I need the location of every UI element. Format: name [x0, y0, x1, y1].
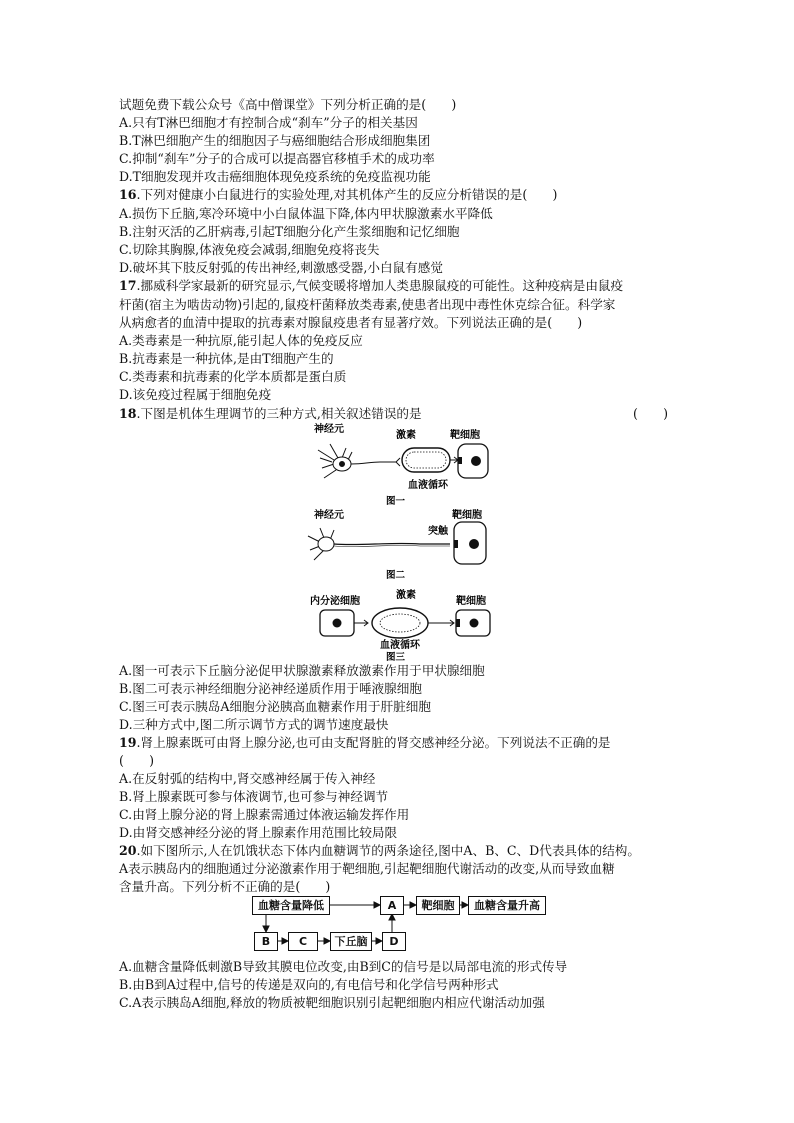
q17-option-d: D.该免疫过程属于细胞免疫	[119, 387, 272, 402]
q20-option-a: A.血糖含量降低刺激B导致其膜电位改变,由B到C的信号是以局部电流的形式传导	[119, 959, 568, 974]
fig1-neuron-label: 神经元	[314, 424, 344, 435]
q20-stem-line-1	[119, 842, 640, 860]
q18-option-d: D.三种方式中,图二所示调节方式的调节速度最快	[119, 717, 389, 732]
figure-1-neural-endocrine	[300, 420, 500, 508]
q18-option-b: B.图二可表示神经细胞分泌神经递质作用于唾液腺细胞	[119, 681, 422, 696]
fig3-endocrine-label: 内分泌细胞	[310, 596, 360, 607]
flow-box-d: D	[382, 932, 406, 951]
flow-box-target-cell: 靶细胞	[416, 896, 460, 915]
flow-box-blood-sugar-high: 血糖含量升高	[468, 896, 546, 915]
figure-3-endocrine	[304, 586, 504, 662]
q19-answer-paren: ( )	[119, 753, 155, 768]
flow-box-a: A	[380, 896, 404, 915]
q15-option-c: C.抑制“刹车”分子的合成可以提高器官移植手术的成功率	[119, 151, 435, 166]
q19-stem-text: .肾上腺素既可由肾上腺分泌,也可由支配肾脏的肾交感神经分泌。下列说法不正确的是	[136, 735, 611, 750]
q18-option-a: A.图一可表示下丘脑分泌促甲状腺激素释放激素作用于甲状腺细胞	[119, 663, 485, 678]
q18-stem-text: .下图是机体生理调节的三种方式,相关叙述错误的是	[136, 406, 422, 421]
q15-option-a: A.只有T淋巴细胞才有控制合成“刹车”分子的相关基因	[119, 115, 418, 130]
q16-stem	[119, 186, 557, 204]
figure-2-synapse	[300, 506, 500, 582]
fig1-hormone-label: 激素	[396, 430, 416, 441]
q19-stem	[119, 734, 611, 752]
flow-box-c: C	[288, 932, 318, 951]
q17-option-c: C.类毒素和抗毒素的化学本质都是蛋白质	[119, 369, 347, 384]
fig1-caption: 图一	[386, 496, 406, 507]
fig1-target-cell	[458, 444, 488, 478]
fig3-target-label: 靶细胞	[456, 596, 486, 607]
q17-stem-line-1	[119, 277, 623, 295]
q19-option-b: B.肾上腺素既可参与体液调节,也可参与神经调节	[119, 789, 389, 804]
fig1-blood-label: 血液循环	[408, 480, 448, 491]
q15-stem: 试题免费下载公众号《高中僧课堂》下列分析正确的是( )	[119, 97, 457, 112]
fig2-neuron-label: 神经元	[314, 510, 344, 521]
flow-box-blood-sugar-low: 血糖含量降低	[252, 896, 330, 915]
fig3-caption: 图三	[386, 652, 406, 662]
q19-option-a: A.在反射弧的结构中,肾交感神经属于传入神经	[119, 771, 376, 786]
q20-number: 20	[119, 843, 137, 858]
fig3-blood-label: 血液循环	[380, 640, 420, 651]
q17-stem-text-1: .挪威科学家最新的研究显示,气候变暖将增加人类患腺鼠疫的可能性。这种疫病是由鼠疫	[136, 278, 624, 293]
q15-option-b: B.T淋巴细胞产生的细胞因子与癌细胞结合形成细胞集团	[119, 133, 431, 148]
q19-number: 19	[119, 735, 137, 750]
q17-stem-line-3: 从病愈者的血清中提取的抗毒素对腺鼠疫患者有显著疗效。下列说法正确的是( )	[119, 315, 583, 330]
q17-number: 17	[119, 278, 137, 293]
q16-option-b: B.注射灭活的乙肝病毒,引起T细胞分化产生浆细胞和记忆细胞	[119, 224, 460, 239]
flow-box-b: B	[254, 932, 278, 951]
q18-option-c: C.图三可表示胰岛A细胞分泌胰高血糖素作用于肝脏细胞	[119, 699, 431, 714]
q15-option-d: D.T细胞发现并攻击癌细胞体现免疫系统的免疫监视功能	[119, 169, 431, 184]
q16-number: 16	[119, 187, 137, 202]
q20-option-b: B.由B到A过程中,信号的传递是双向的,有电信号和化学信号两种形式	[119, 977, 499, 992]
q17-stem-line-2: 杆菌(宿主为啮齿动物)引起的,鼠疫杆菌释放类毒素,使患者出现中毒性休克综合征。科学家	[119, 297, 616, 312]
fig1-blood-vessel	[402, 448, 458, 472]
fig2-caption: 图二	[386, 570, 406, 581]
q19-option-c: C.由肾上腺分泌的肾上腺素需通过体液运输发挥作用	[119, 807, 410, 822]
fig2-synapse-label: 突触	[428, 526, 448, 537]
q20-stem-text-1: .如下图所示,人在饥饿状态下体内血糖调节的两条途径,图中A、B、C、D代表具体的结构。	[136, 843, 640, 858]
fig3-blood-vessel	[372, 608, 454, 638]
q16-option-d: D.破坏其下肢反射弧的传出神经,刺激感受器,小白鼠有感觉	[119, 260, 443, 275]
flow-box-hypothalamus: 下丘脑	[330, 932, 372, 951]
q18-answer-paren: ( )	[633, 406, 669, 421]
q16-stem-text: .下列对健康小白鼠进行的实验处理,对其机体产生的反应分析错误的是( )	[136, 187, 558, 202]
q20-stem-line-2: A表示胰岛内的细胞通过分泌激素作用于靶细胞,引起靶细胞代谢活动的改变,从而导致血糖	[119, 861, 615, 876]
q19-option-d: D.由肾交感神经分泌的肾上腺素作用范围比较局限	[119, 825, 398, 840]
fig2-target-cell	[454, 522, 486, 564]
q16-option-c: C.切除其胸腺,体液免疫会减弱,细胞免疫将丧失	[119, 242, 380, 257]
q20-option-c: C.A表示胰岛A细胞,释放的物质被靶细胞识别引起靶细胞内相应代谢活动加强	[119, 995, 545, 1010]
q17-option-a: A.类毒素是一种抗原,能引起人体的免疫反应	[119, 333, 363, 348]
fig1-target-label: 靶细胞	[450, 430, 480, 441]
fig3-target-cell	[456, 610, 490, 636]
q20-stem-line-3: 含量升高。下列分析不正确的是( )	[119, 879, 331, 894]
q16-option-a: A.损伤下丘脑,寒冷环境中小白鼠体温下降,体内甲状腺激素水平降低	[119, 206, 493, 221]
fig3-hormone-label: 激素	[396, 590, 416, 601]
q18-number: 18	[119, 406, 137, 421]
fig2-target-label: 靶细胞	[452, 510, 482, 521]
fig3-endocrine-cell	[320, 610, 368, 636]
fig1-neuron-icon	[318, 444, 400, 478]
q17-option-b: B.抗毒素是一种抗体,是由T细胞产生的	[119, 351, 334, 366]
